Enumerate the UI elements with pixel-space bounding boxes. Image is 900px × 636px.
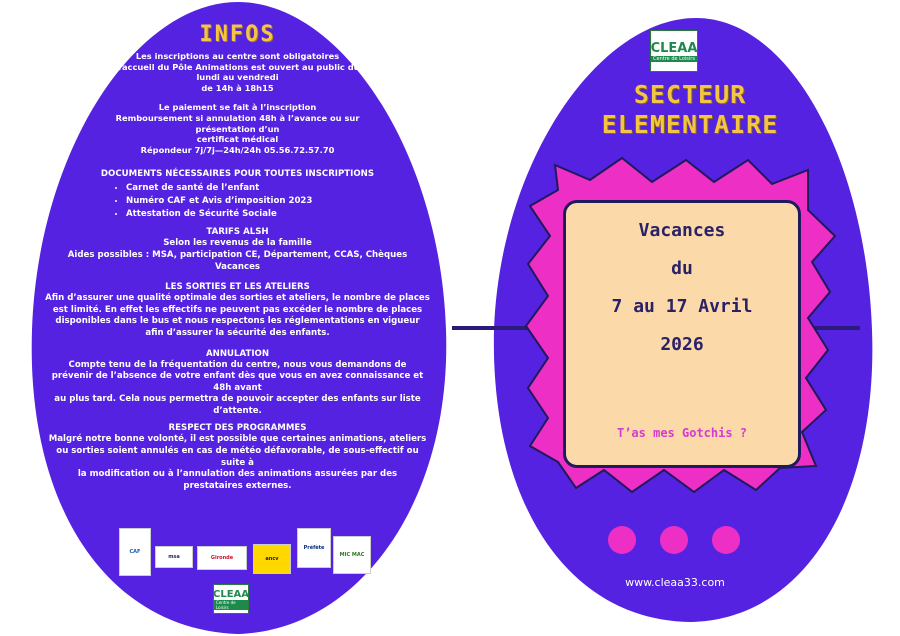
pink-button-2 xyxy=(660,526,688,554)
infos-line: de 14h à 18h15 xyxy=(201,82,274,93)
programmes-line: suite à xyxy=(221,457,254,468)
pink-button-1 xyxy=(608,526,636,554)
annulation-line: d’attente. xyxy=(213,405,262,416)
payment-line: Répondeur 7j/7j—24h/24h 05.56.72.57.70 xyxy=(140,144,335,155)
cleaa-logo-sub: Centre de Loisirs xyxy=(214,600,248,610)
sector-title-line: ELEMENTAIRE xyxy=(601,110,779,139)
tarifs-line: Aides possibles : MSA, participation CE, Département, CCAS, Chèques xyxy=(67,249,408,260)
payment-line: présentation d’un xyxy=(195,123,280,134)
documents-list xyxy=(126,182,435,221)
programmes-line: la modification ou à l’annulation des animations assurées par des xyxy=(77,469,398,480)
tagline: T’as mes Gotchis ? xyxy=(616,426,748,440)
documents-heading: DOCUMENTS NÉCESSAIRES POUR TOUTES INSCRIPTIONS xyxy=(100,169,375,180)
ancv-logo: ancv xyxy=(253,544,291,574)
infos-line: Les inscriptions au centre sont obligatoires xyxy=(135,51,340,61)
annulation-line: Compte tenu de la fréquentation du centre, nous vous demandons de xyxy=(68,359,407,370)
documents-item: • Attestation de Sécurité Sociale xyxy=(126,208,435,221)
card-line: 2026 xyxy=(660,334,704,355)
infos-line: lundi au vendredi xyxy=(196,72,279,83)
cleaa-logo-word: CLEAA xyxy=(650,40,698,56)
sorties-heading: LES SORTIES ET LES ATELIERS xyxy=(165,282,310,293)
sector-title-line: SECTEUR xyxy=(633,80,747,109)
sorties-line: disponibles dans le bus et nous respectons les réglementations en vigueur xyxy=(55,316,420,327)
sorties-line: afin d’assurer la sécurité des enfants. xyxy=(145,327,330,338)
documents-item: • Carnet de santé de l’enfant xyxy=(126,182,435,195)
programmes-line: Malgré notre bonne volonté, il est possible que certaines animations, ateliers xyxy=(48,434,427,445)
card-line: Vacances xyxy=(638,220,726,241)
sorties-line: Afin d’assurer une qualité optimale des sorties et ateliers, le nombre de places xyxy=(45,293,430,304)
gironde-logo: Gironde xyxy=(197,546,247,570)
sector-title xyxy=(540,80,840,140)
annulation-line: 48h avant xyxy=(213,382,262,393)
card-line: 7 au 17 Avril xyxy=(611,296,753,317)
left-panel xyxy=(40,22,435,492)
programmes-line: prestataires externes. xyxy=(183,480,292,491)
cleaa-logo-right xyxy=(650,30,698,72)
annulation-line: prévenir de l’absence de votre enfant dès que vous en avez connaissance et xyxy=(51,371,424,382)
tarifs-line: Selon les revenus de la famille xyxy=(163,238,312,249)
cleaa-logo-left xyxy=(213,584,249,614)
cleaa-logo-sub: Centre de Loisirs xyxy=(653,55,695,62)
micmac-logo: MIC MAC xyxy=(333,536,371,574)
pink-button-3 xyxy=(712,526,740,554)
tarifs-heading: TARIFS ALSH xyxy=(206,227,269,238)
payment-line: certificat médical xyxy=(196,134,279,145)
payment-line: Remboursement si annulation 48h à l’avance ou sur xyxy=(115,112,360,123)
caf-logo: CAF xyxy=(119,528,151,576)
payment-line: Le paiement se fait à l’inscription xyxy=(158,102,317,113)
tarifs-line: Vacances xyxy=(214,261,261,272)
sorties-line: est limité. En effet les effectifs ne peuvent pas excéder le nombre de places xyxy=(52,304,423,315)
programmes-heading: RESPECT DES PROGRAMMES xyxy=(168,423,307,434)
dates-card-text xyxy=(563,212,801,364)
documents-item: • Numéro CAF et Avis d’imposition 2023 xyxy=(126,195,435,208)
programmes-line: ou sorties soient annulés en cas de météo défavorable, de sous-effectif ou xyxy=(56,446,419,457)
prefecture-logo: Préfète xyxy=(297,528,331,568)
card-line: du xyxy=(671,258,693,279)
annulation-heading: ANNULATION xyxy=(205,348,270,359)
annulation-line: au plus tard. Cela nous permettra de pouvoir accepter des enfants sur liste xyxy=(54,394,421,405)
partner-logos xyxy=(115,526,375,576)
msa-logo: msa xyxy=(155,546,193,568)
infos-title: INFOS xyxy=(199,22,276,47)
website-url: www.cleaa33.com xyxy=(625,576,725,589)
cleaa-logo-word: CLEAA xyxy=(212,588,250,600)
infos-line: L’accueil du Pôle Animations est ouvert au public du xyxy=(115,61,360,72)
